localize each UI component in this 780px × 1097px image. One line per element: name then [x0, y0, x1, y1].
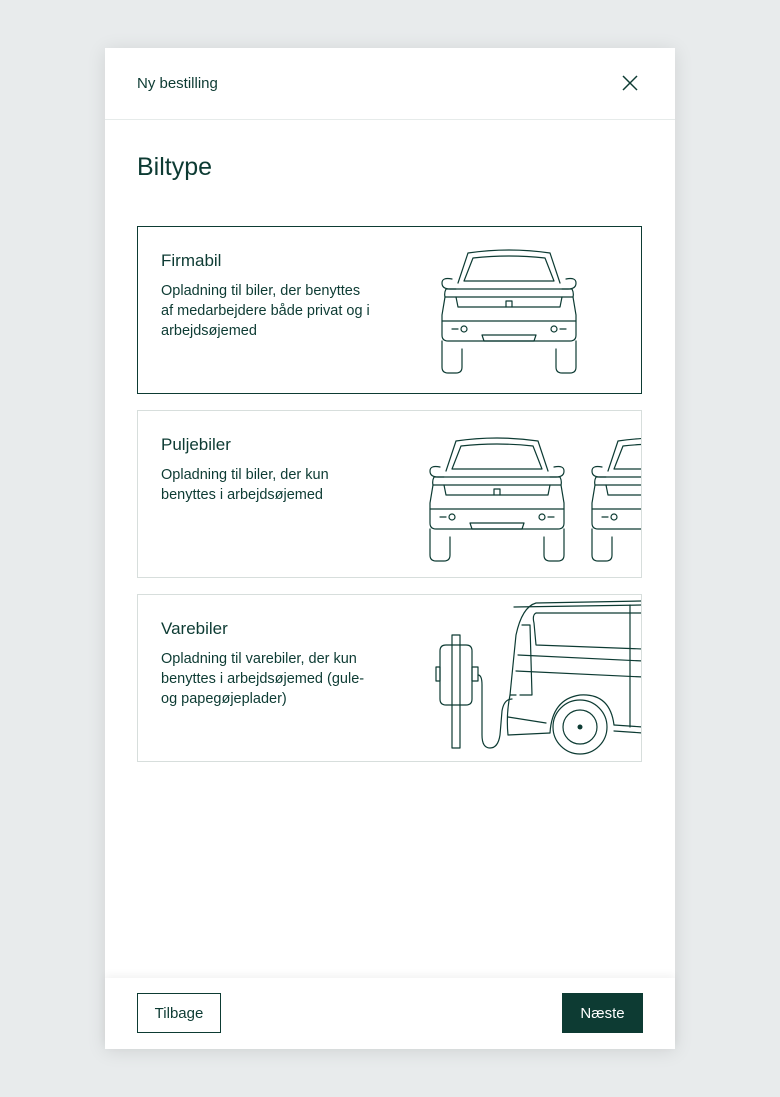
modal-header	[105, 48, 675, 120]
close-button[interactable]	[617, 70, 643, 96]
close-icon	[617, 70, 643, 96]
modal-footer	[105, 978, 675, 1049]
modal-title: Ny bestilling	[137, 75, 218, 92]
car-type-options	[137, 226, 642, 778]
page-title: Biltype	[137, 153, 213, 181]
back-button[interactable]: Tilbage	[137, 993, 221, 1033]
option-varebiler[interactable]	[137, 594, 642, 762]
option-description: Opladning til biler, der kun benyttes i arbejdsøjemed	[161, 467, 329, 503]
order-modal	[105, 48, 675, 1049]
option-description: Opladning til varebiler, der kun benyttes i arbejdsøjemed (gule- og papegøjeplader)	[161, 651, 365, 707]
option-puljebiler[interactable]	[137, 410, 642, 578]
option-title: Firmabil	[161, 251, 222, 270]
option-title: Puljebiler	[161, 435, 231, 454]
option-title: Varebiler	[161, 619, 228, 638]
option-description: Opladning til biler, der benyttes af medarbejdere både privat og i arbejdsøjemed	[161, 283, 370, 339]
option-firmabil[interactable]	[137, 226, 642, 394]
next-button[interactable]: Næste	[562, 993, 643, 1033]
